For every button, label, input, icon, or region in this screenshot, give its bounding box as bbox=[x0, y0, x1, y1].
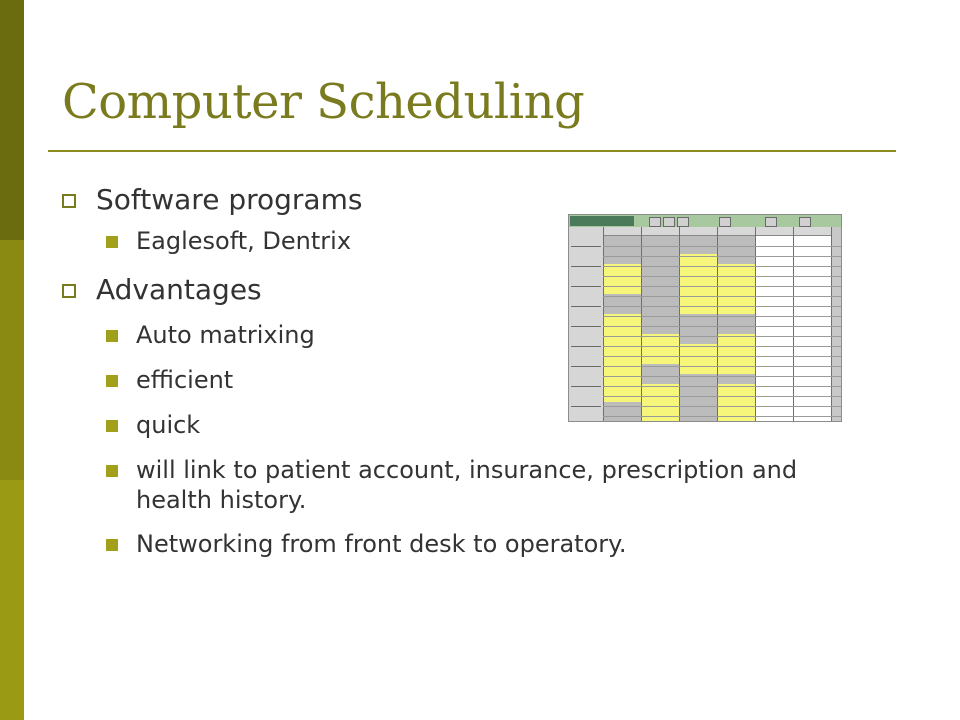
grid-line bbox=[603, 256, 841, 257]
bullet-label: Advantages bbox=[96, 273, 262, 306]
sub-bullet-text: will link to patient account, insurance, prescription and health history. bbox=[136, 456, 798, 514]
grid-line bbox=[603, 396, 841, 397]
grid-line bbox=[603, 416, 841, 417]
side-accent-bar bbox=[0, 0, 24, 720]
appointment-block bbox=[679, 344, 717, 374]
grid-line bbox=[603, 326, 841, 327]
grid-line bbox=[603, 406, 841, 407]
blocked-slot bbox=[603, 402, 641, 421]
grid-line bbox=[603, 386, 841, 387]
filled-square-bullet-icon bbox=[106, 330, 118, 342]
calendar-icon bbox=[677, 217, 689, 227]
blocked-slot bbox=[679, 314, 717, 344]
blocked-slot bbox=[679, 374, 717, 421]
grid-line bbox=[603, 276, 841, 277]
filled-square-bullet-icon bbox=[106, 236, 118, 248]
setup-button-icon bbox=[719, 217, 731, 227]
blocked-slot bbox=[679, 236, 717, 254]
grid-line bbox=[603, 316, 841, 317]
filled-square-bullet-icon bbox=[106, 420, 118, 432]
prev-arrow-icon bbox=[649, 217, 661, 227]
grid-line bbox=[603, 356, 841, 357]
blocked-slot bbox=[603, 236, 641, 264]
sub-bullet-text: Eaglesoft, Dentrix bbox=[136, 227, 352, 255]
time-tick bbox=[571, 406, 601, 407]
side-bar-segment-top bbox=[0, 0, 24, 240]
appointment-block bbox=[603, 264, 641, 294]
slide-title: Computer Scheduling bbox=[62, 74, 585, 130]
blocked-slot bbox=[717, 236, 755, 264]
filled-square-bullet-icon bbox=[106, 465, 118, 477]
time-tick bbox=[571, 306, 601, 307]
grid-line bbox=[603, 266, 841, 267]
grid-line bbox=[603, 366, 841, 367]
column-header bbox=[793, 227, 831, 236]
column-header bbox=[679, 227, 717, 236]
grid-line bbox=[603, 286, 841, 287]
column-header bbox=[755, 227, 793, 236]
hollow-square-bullet-icon bbox=[62, 194, 76, 208]
column-header bbox=[641, 227, 679, 236]
time-tick bbox=[571, 386, 601, 387]
toolbar-icon bbox=[765, 217, 777, 227]
side-bar-segment-bottom bbox=[0, 480, 24, 720]
next-arrow-icon bbox=[663, 217, 675, 227]
grid-line bbox=[603, 336, 841, 337]
time-tick bbox=[571, 266, 601, 267]
schedule-date-cell bbox=[570, 216, 634, 226]
appointment-block bbox=[641, 334, 679, 364]
sub-bullet-text: efficient bbox=[136, 366, 234, 394]
column-header bbox=[603, 227, 641, 236]
sub-bullet-text: Networking from front desk to operatory. bbox=[136, 530, 627, 558]
grid-line bbox=[603, 376, 841, 377]
grid-line bbox=[603, 296, 841, 297]
schedule-toolbar bbox=[569, 215, 841, 227]
grid-line bbox=[603, 246, 841, 247]
title-divider bbox=[48, 150, 896, 152]
blocked-slot bbox=[603, 294, 641, 314]
toolbar-icon bbox=[799, 217, 811, 227]
sub-bullet bbox=[62, 455, 836, 515]
time-tick bbox=[571, 286, 601, 287]
sub-bullet bbox=[62, 529, 892, 559]
appointment-block bbox=[717, 334, 755, 374]
side-bar-segment-middle bbox=[0, 240, 24, 480]
time-column bbox=[569, 227, 603, 421]
filled-square-bullet-icon bbox=[106, 375, 118, 387]
appointment-block bbox=[679, 254, 717, 314]
time-tick bbox=[571, 326, 601, 327]
grid-line bbox=[603, 346, 841, 347]
sub-bullet-text: Auto matrixing bbox=[136, 321, 315, 349]
blocked-slot bbox=[641, 364, 679, 384]
filled-square-bullet-icon bbox=[106, 539, 118, 551]
time-tick bbox=[571, 246, 601, 247]
hollow-square-bullet-icon bbox=[62, 284, 76, 298]
bullet-label: Software programs bbox=[96, 183, 363, 216]
grid-line bbox=[603, 306, 841, 307]
blocked-slot bbox=[717, 314, 755, 334]
blocked-slot bbox=[641, 236, 679, 334]
appointment-block bbox=[603, 314, 641, 402]
schedule-grid bbox=[569, 227, 841, 421]
time-tick bbox=[571, 366, 601, 367]
sub-bullet-text: quick bbox=[136, 411, 201, 439]
column-header bbox=[717, 227, 755, 236]
schedule-screenshot bbox=[568, 214, 842, 422]
time-tick bbox=[571, 346, 601, 347]
